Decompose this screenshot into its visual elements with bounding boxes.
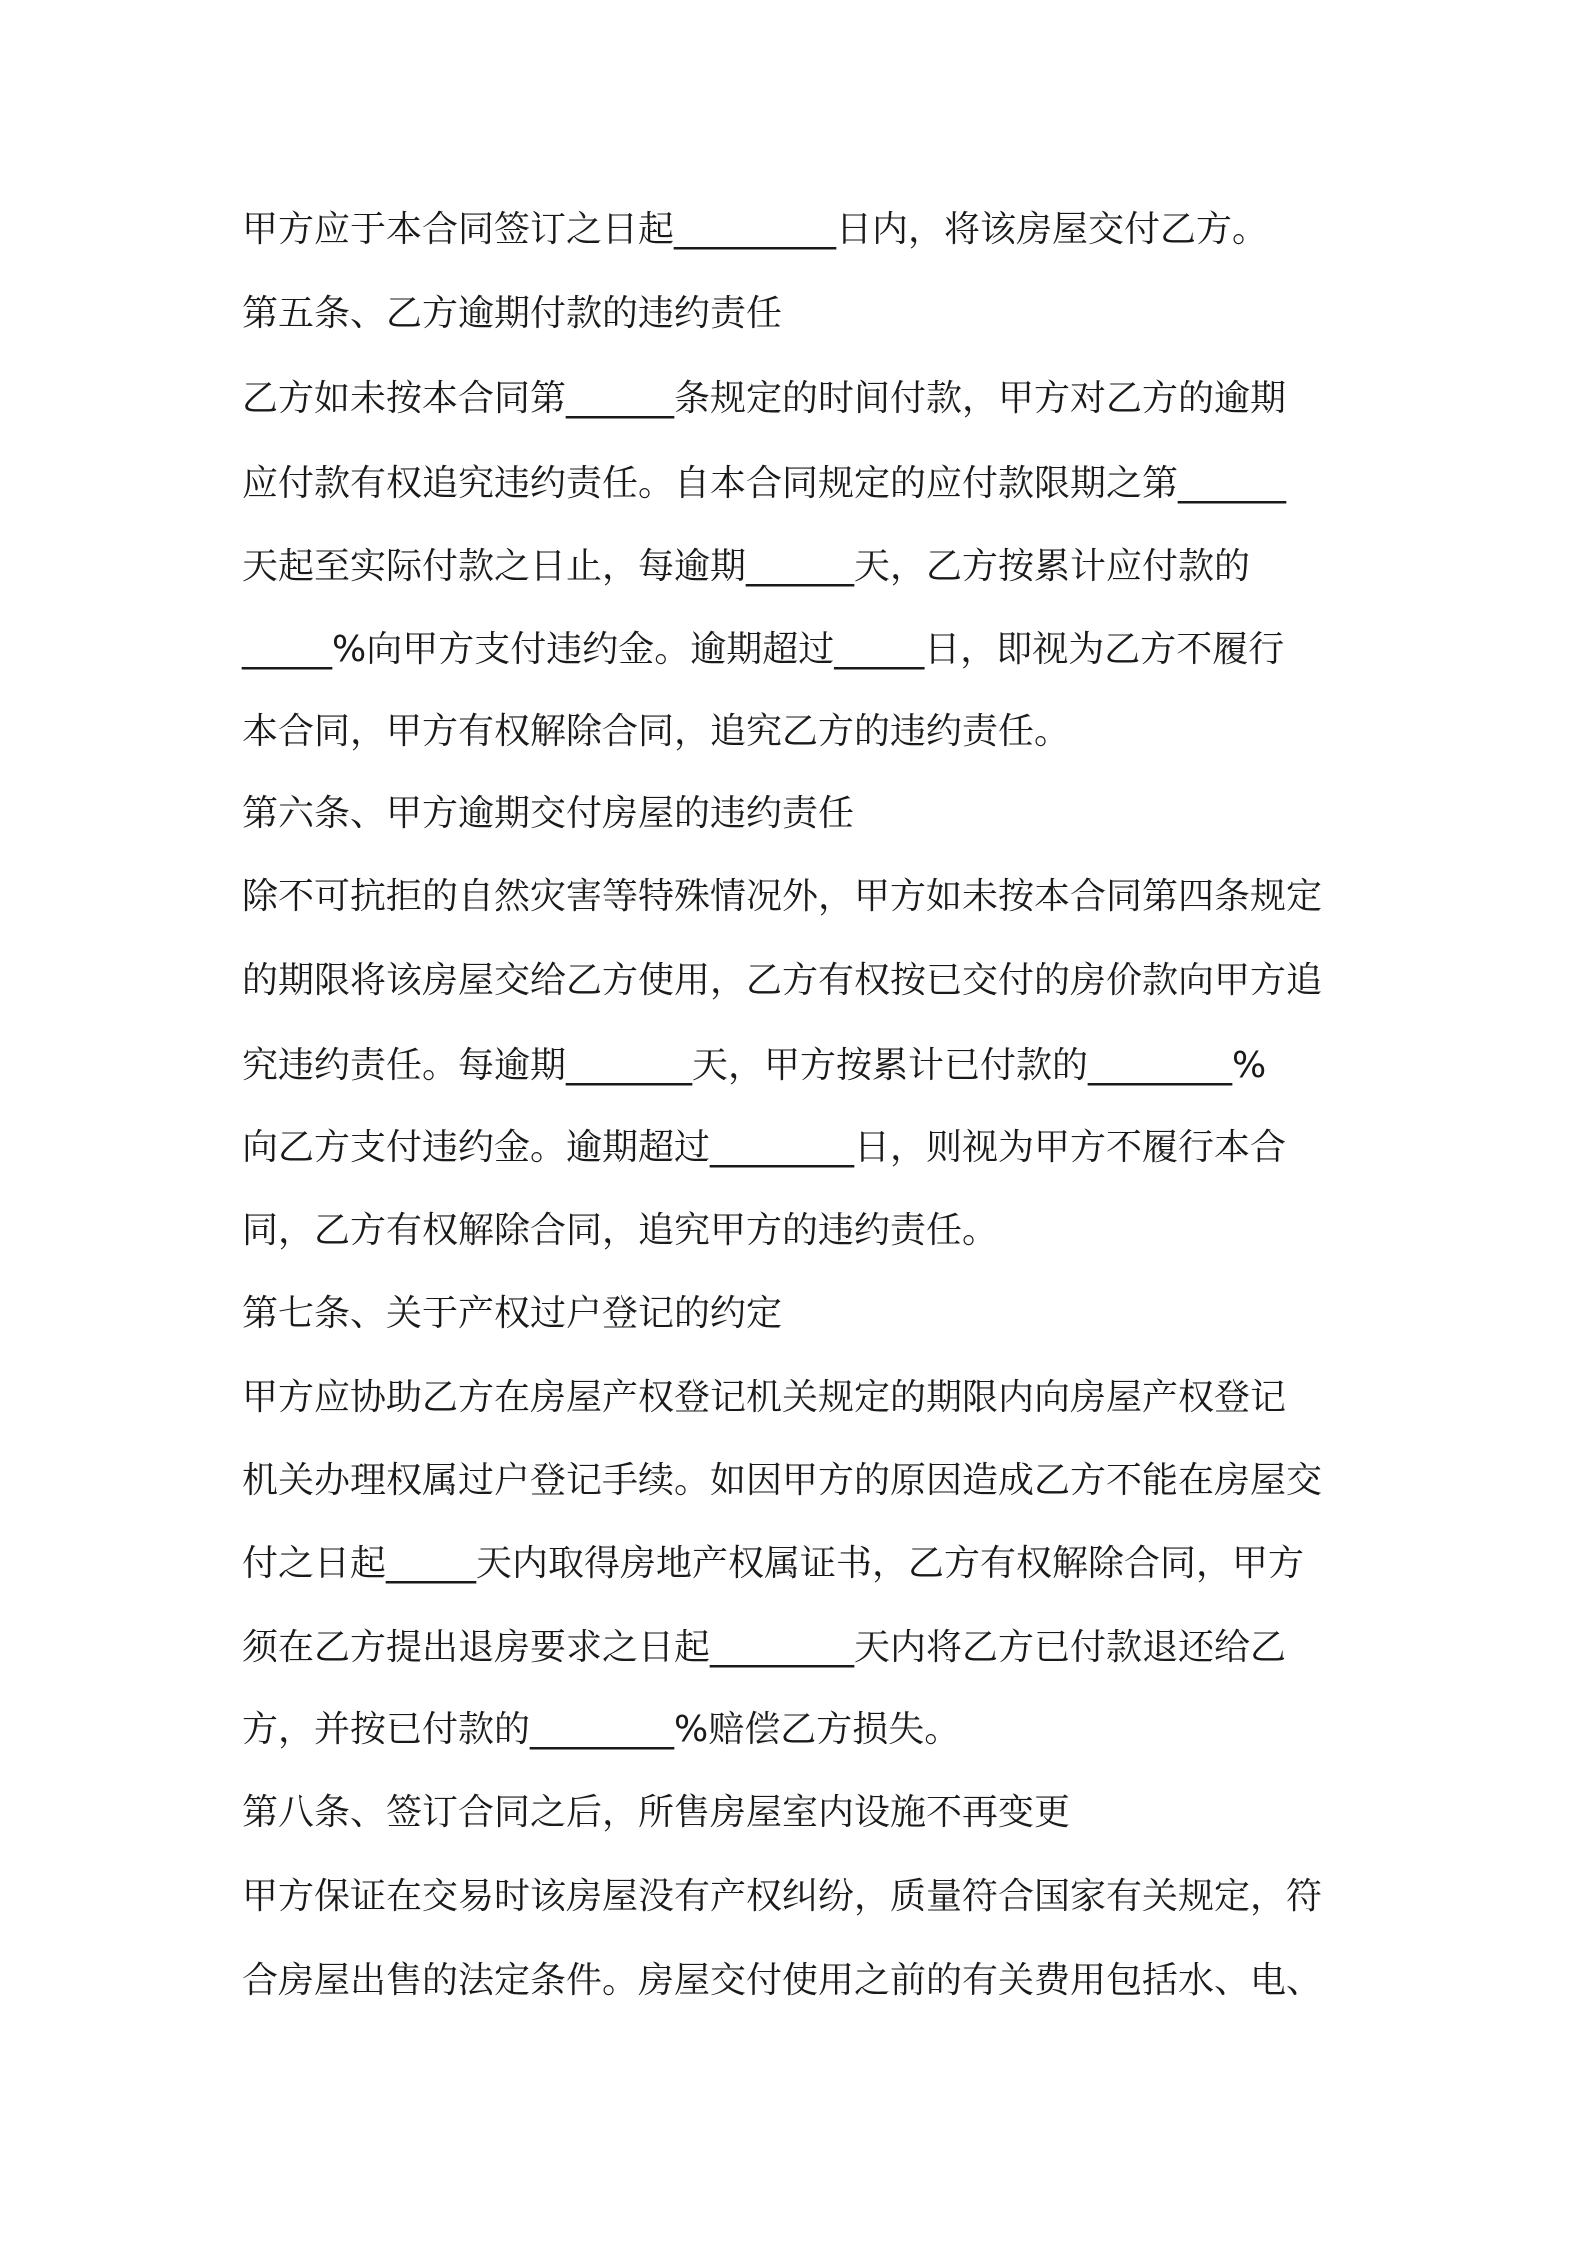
text-line: 究违约责任。每逾期_______天，甲方按累计已付款的________% [242, 1045, 1267, 1086]
text-line: 甲方应于本合同签订之日起_________日内，将该房屋交付乙方。 [242, 209, 1269, 250]
text-line: 本合同，甲方有权解除合同，追究乙方的违约责任。 [242, 711, 1071, 752]
text-line: 方，并按已付款的________%赔偿乙方损失。 [242, 1709, 961, 1750]
text-line: 付之日起_____天内取得房地产权属证书，乙方有权解除合同，甲方 [242, 1543, 1305, 1584]
text-line: 天起至实际付款之日止，每逾期______天，乙方按累计应付款的 [242, 546, 1251, 587]
text-line: 除不可抗拒的自然灾害等特殊情况外，甲方如未按本合同第四条规定 [242, 876, 1323, 917]
text-line: 甲方应协助乙方在房屋产权登记机关规定的期限内向房屋产权登记 [242, 1377, 1287, 1418]
section-heading-8: 第八条、签订合同之后，所售房屋室内设施不再变更 [242, 1792, 1071, 1833]
text-line: 应付款有权追究违约责任。自本合同规定的应付款限期之第______ [242, 463, 1287, 504]
text-line: 的期限将该房屋交给乙方使用，乙方有权按已交付的房价款向甲方追 [242, 960, 1323, 1001]
text-line: 乙方如未按本合同第______条规定的时间付款，甲方对乙方的逾期 [242, 378, 1287, 419]
section-heading-6: 第六条、甲方逾期交付房屋的违约责任 [242, 793, 855, 834]
section-heading-5: 第五条、乙方逾期付款的违约责任 [242, 293, 783, 334]
text-line: _____%向甲方支付违约金。逾期超过_____日，即视为乙方不履行 [242, 629, 1285, 670]
text-line: 向乙方支付违约金。逾期超过________日，则视为甲方不履行本合 [242, 1127, 1287, 1168]
text-line: 同，乙方有权解除合同，追究甲方的违约责任。 [242, 1210, 999, 1251]
text-line: 机关办理权属过户登记手续。如因甲方的原因造成乙方不能在房屋交 [242, 1460, 1323, 1501]
text-line: 须在乙方提出退房要求之日起________天内将乙方已付款退还给乙 [242, 1627, 1287, 1668]
text-line: 甲方保证在交易时该房屋没有产权纠纷，质量符合国家有关规定，符 [242, 1876, 1323, 1917]
text-line: 合房屋出售的法定条件。房屋交付使用之前的有关费用包括水、电、 [242, 1960, 1323, 2001]
section-heading-7: 第七条、关于产权过户登记的约定 [242, 1293, 783, 1334]
